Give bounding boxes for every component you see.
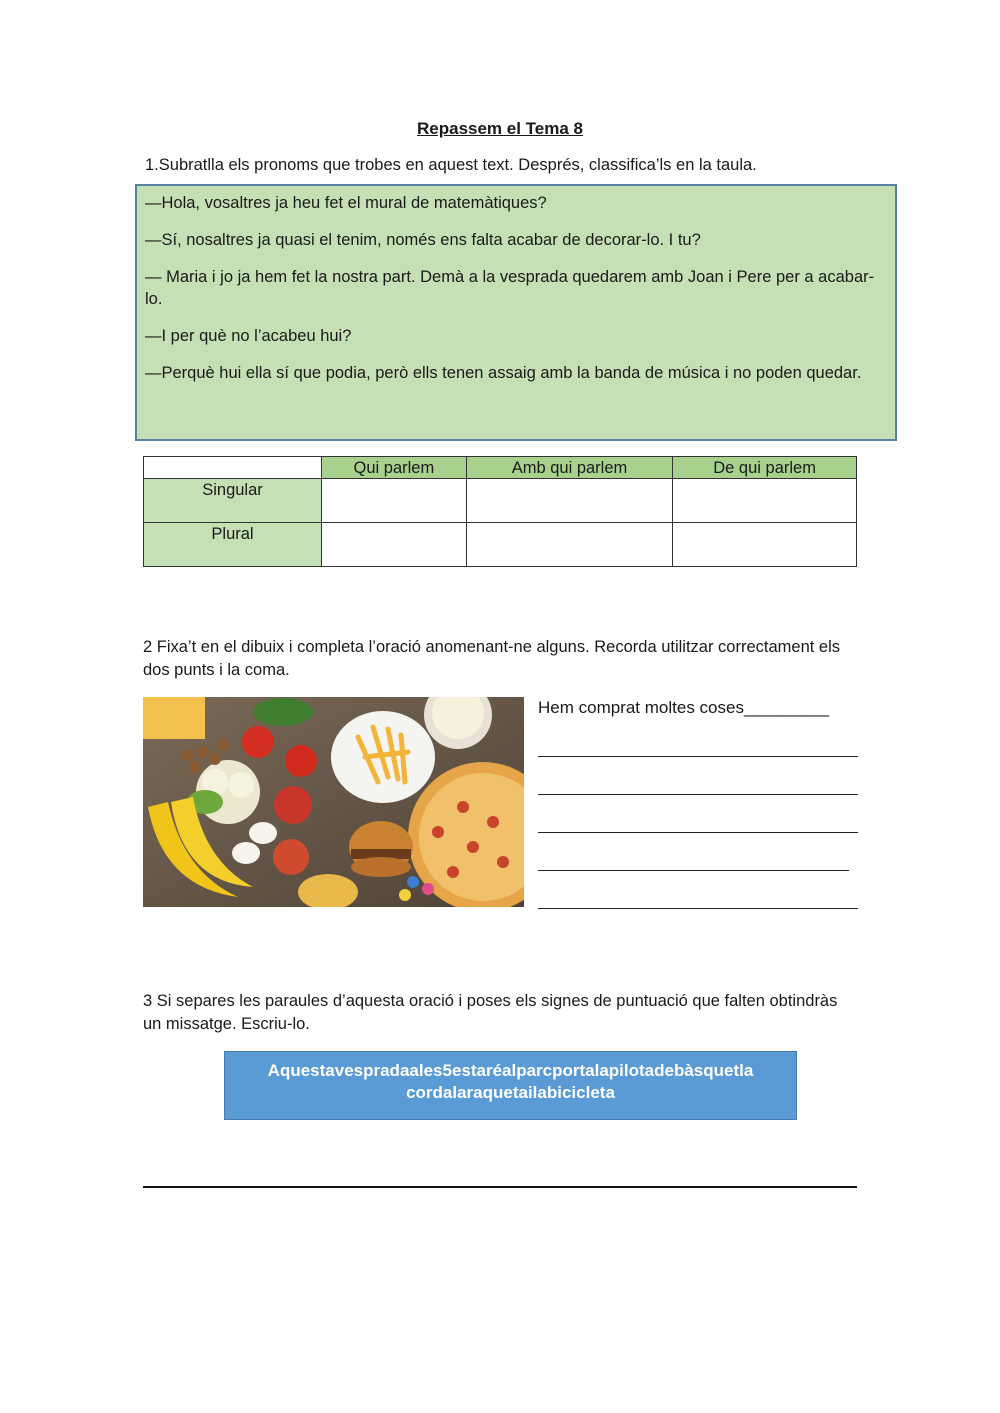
answer-cell[interactable] xyxy=(673,479,857,523)
exercise-3-instruction: 3 Si separes les paraules d’aquesta oració i poses els signes de puntuació que falten obtindràs un missatge. Escriu-lo. xyxy=(143,992,838,1033)
exercise-2-instruction: 2 Fixa’t en el dibuix i completa l’oració anomenant-ne alguns. Recorda utilitzar correctament els dos punts i la coma. xyxy=(143,638,841,679)
dialog-line: —Perquè hui ella sí que podia, però ells tenen assaig amb la banda de música i no poden quedar. xyxy=(145,364,862,382)
dialog-line: —Sí, nosaltres ja quasi el tenim, només ens falta acabar de decorar-lo. I tu? xyxy=(145,231,701,249)
answer-cell[interactable] xyxy=(673,523,857,567)
answer-line[interactable] xyxy=(538,831,858,833)
food-photo xyxy=(143,697,524,907)
table-corner-cell xyxy=(144,457,322,479)
dialog-line: —Hola, vosaltres ja heu fet el mural de matemàtiques? xyxy=(145,194,547,212)
scrambled-line: cordalaraquetailabicicleta xyxy=(406,1083,615,1102)
answer-line[interactable] xyxy=(538,869,849,871)
answer-line[interactable] xyxy=(538,793,858,795)
column-header: Qui parlem xyxy=(322,457,467,479)
answer-cell[interactable] xyxy=(322,479,467,523)
answer-line[interactable] xyxy=(143,1186,857,1188)
column-header: De qui parlem xyxy=(673,457,857,479)
scrambled-line: Aquestavespradaales5estaréalparcportalapilotadebàsquetla xyxy=(267,1061,754,1080)
answer-line[interactable] xyxy=(538,755,858,757)
answer-cell[interactable] xyxy=(466,479,673,523)
dialog-line: —I per què no l’acabeu hui? xyxy=(145,327,352,345)
sentence-start: Hem comprat moltes coses_________ xyxy=(538,698,830,717)
scrambled-sentence-box xyxy=(224,1051,797,1120)
dialog-line: — Maria i jo ja hem fet la nostra part. Demà a la vesprada quedarem amb Joan i Pere per a acabar-lo. xyxy=(145,268,875,308)
pronoun-classification-table xyxy=(143,456,857,567)
exercise-1-instruction: 1.Subratlla els pronoms que trobes en aquest text. Després, classifica’ls en la taula. xyxy=(145,156,757,174)
answer-cell[interactable] xyxy=(322,523,467,567)
row-header-plural: Plural xyxy=(144,523,322,567)
page-title: Repassem el Tema 8 xyxy=(417,119,583,138)
answer-line[interactable] xyxy=(538,907,858,909)
answer-cell[interactable] xyxy=(466,523,673,567)
exercise-2-answer-area xyxy=(538,697,858,909)
row-header-singular: Singular xyxy=(144,479,322,523)
column-header: Amb qui parlem xyxy=(466,457,673,479)
dialog-text-box xyxy=(135,184,897,441)
